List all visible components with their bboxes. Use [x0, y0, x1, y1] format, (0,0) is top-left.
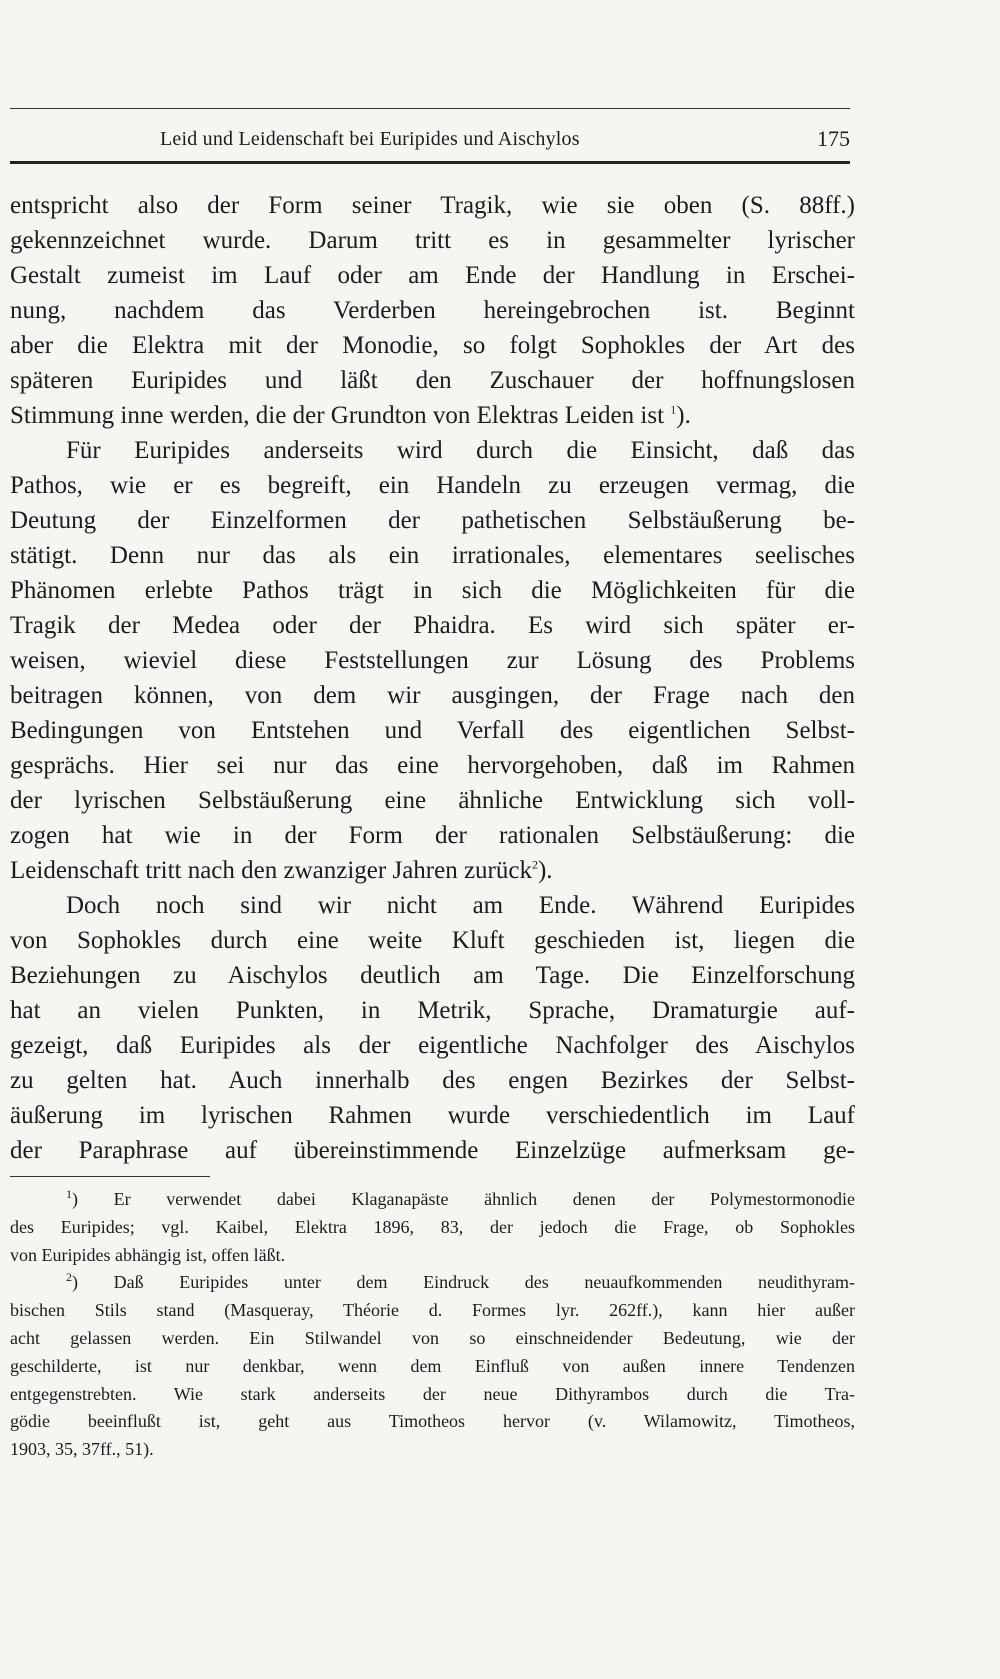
body-line: gezeigt, daß Euripides als der eigentliche Nachfolger des Aischylos [10, 1032, 855, 1059]
footnote-2-line: bischen Stils stand (Masqueray, Théorie d. Formes lyr. 262ff.), kann hier außer [10, 1300, 855, 1321]
running-title: Leid und Leidenschaft bei Euripides und Aischylos [160, 128, 580, 150]
header-top-rule [10, 108, 850, 109]
body-line: der lyrischen Selbstäußerung eine ähnliche Entwicklung sich voll- [10, 787, 855, 814]
body-line: gesprächs. Hier sei nur das eine hervorgehoben, daß im Rahmen [10, 752, 855, 779]
footnote-2-line [10, 1269, 855, 1297]
body-line: Doch noch sind wir nicht am Ende. Während Euripides [66, 892, 855, 919]
page-number: 175 [817, 126, 850, 151]
footnote-1-line: des Euripides; vgl. Kaibel, Elektra 1896, 83, der jedoch die Frage, ob Sophokles [10, 1216, 855, 1237]
body-line: der Paraphrase auf übereinstimmende Einzelzüge aufmerksam ge- [10, 1137, 855, 1164]
body-line: nung, nachdem das Verderben hereingebrochen ist. Beginnt [10, 297, 855, 324]
body-line: von Sophokles durch eine weite Kluft geschieden ist, liegen die [10, 927, 855, 954]
body-line: stätigt. Denn nur das als ein irrationales, elementares seelisches [10, 542, 855, 569]
body-line: Phänomen erlebte Pathos trägt in sich die Möglichkeiten für die [10, 577, 855, 604]
body-line: Gestalt zumeist im Lauf oder am Ende der Handlung in Erschei- [10, 262, 855, 289]
footnotes [10, 1186, 855, 1464]
body-line: beitragen können, von dem wir ausgingen, der Frage nach den [10, 682, 855, 709]
body-line: Tragik der Medea oder der Phaidra. Es wird sich später er- [10, 612, 855, 639]
body-line-with-footnote-ref [10, 398, 855, 433]
body-line: zogen hat wie in der Form der rationalen Selbstäußerung: die [10, 822, 855, 849]
body-line-text: Stimmung inne werden, die der Grundton von Elektras Leiden ist [10, 402, 665, 429]
body-text [10, 188, 855, 1168]
footnote-1-line [10, 1186, 855, 1214]
body-line: zu gelten hat. Auch innerhalb des engen Bezirkes der Selbst- [10, 1067, 855, 1094]
footnote-2-text: ) Daß Euripides unter dem Eindruck des neuaufkommenden neudithyram- [72, 1272, 855, 1293]
running-head [10, 124, 850, 154]
footnote-2-line: acht gelassen werden. Ein Stilwandel von so einschneidender Bedeutung, wie der [10, 1327, 855, 1348]
body-line: äußerung im lyrischen Rahmen wurde verschiedentlich im Lauf [10, 1102, 855, 1129]
body-line: Für Euripides anderseits wird durch die Einsicht, daß das [66, 437, 855, 464]
body-line: hat an vielen Punkten, in Metrik, Sprache, Dramaturgie auf- [10, 997, 855, 1024]
body-line: Bedingungen von Entstehen und Verfall des eigentlichen Selbst- [10, 717, 855, 744]
body-line: Pathos, wie er es begreift, ein Handeln zu erzeugen vermag, die [10, 472, 855, 499]
body-line-text: Leidenschaft tritt nach den zwanziger Jahren zurück [10, 857, 532, 884]
body-line: aber die Elektra mit der Monodie, so folgt Sophokles der Art des [10, 332, 855, 359]
header-bottom-rule [10, 161, 850, 164]
footnote-2-line: geschilderte, ist nur denkbar, wenn dem Einfluß von außen innere Tendenzen [10, 1355, 855, 1376]
body-line-with-footnote-ref [10, 853, 855, 888]
body-line: gekennzeichnet wurde. Darum tritt es in gesammelter lyrischer [10, 227, 855, 254]
footnote-ref-2-close: ). [537, 857, 553, 884]
footnote-ref-1-close: ). [676, 402, 691, 429]
footnote-ref-1: 1 [670, 402, 677, 417]
footnote-ref-2: 2 [531, 857, 538, 872]
footnote-rule [10, 1176, 210, 1177]
footnote-2-line: 1903, 35, 37ff., 51). [10, 1439, 154, 1460]
body-line: weisen, wieviel diese Feststellungen zur Lösung des Problems [10, 647, 855, 674]
body-line: Beziehungen zu Aischylos deutlich am Tage. Die Einzelforschung [10, 962, 855, 989]
footnote-1-line: von Euripides abhängig ist, offen läßt. [10, 1244, 286, 1265]
body-line: entspricht also der Form seiner Tragik, wie sie oben (S. 88ff.) [10, 192, 855, 219]
footnote-1-marker: 1 [66, 1187, 72, 1201]
footnote-2-line: entgegenstrebten. Wie stark anderseits der neue Dithyrambos durch die Tra- [10, 1383, 855, 1404]
body-line: Deutung der Einzelformen der pathetischen Selbstäußerung be- [10, 507, 855, 534]
body-line: späteren Euripides und läßt den Zuschauer der hoffnungslosen [10, 367, 855, 394]
footnote-2-line: gödie beeinflußt ist, geht aus Timotheos hervor (v. Wilamowitz, Timotheos, [10, 1411, 855, 1432]
footnote-2-marker: 2 [66, 1270, 72, 1285]
footnote-1-text: ) Er verwendet dabei Klaganapäste ähnlich denen der Polymestormonodie [72, 1189, 855, 1209]
